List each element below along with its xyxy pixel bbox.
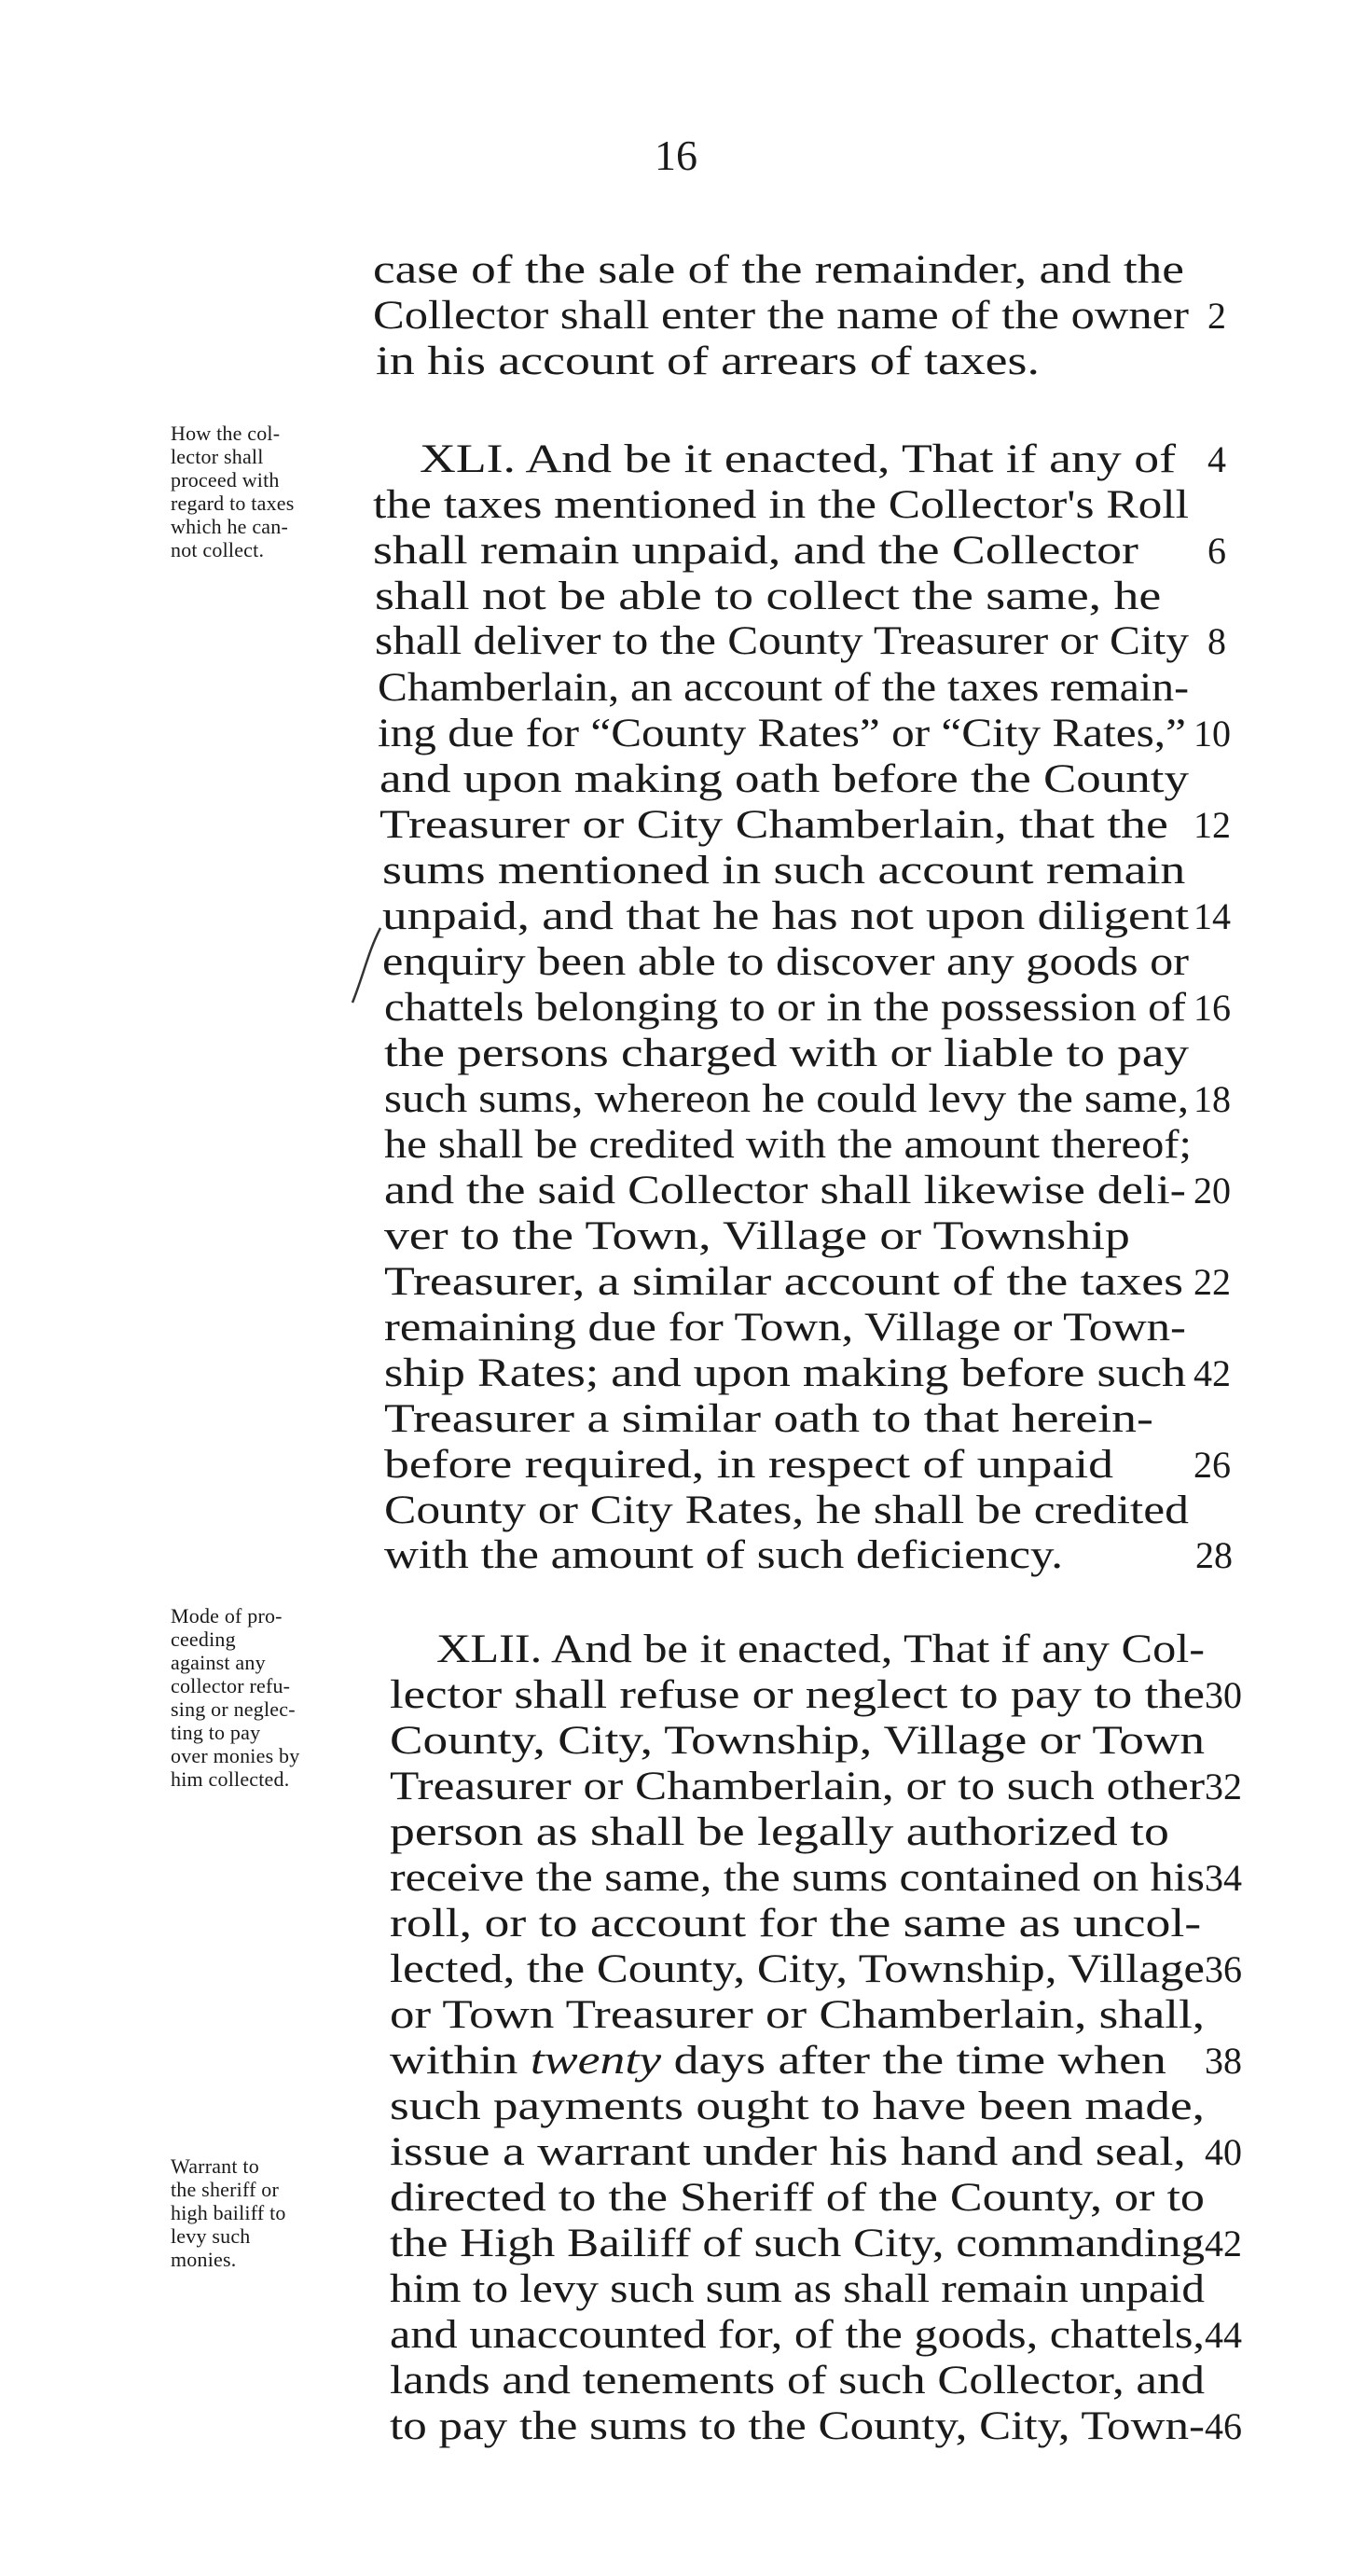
line-number: 18 [1193,1078,1231,1120]
text-line: the taxes mentioned in the Collector's Roll [373,483,1189,527]
margin-note-line: ting to pay [171,1721,261,1744]
text-line: he shall be credited with the amount thereof; [384,1123,1192,1167]
text-line: Treasurer a similar oath to that herein- [384,1397,1153,1441]
text-line: before required, in respect of unpaid [384,1443,1114,1487]
text-line: him to levy such sum as shall remain unpaid [390,2267,1206,2311]
line-number: 32 [1205,1766,1242,1807]
line-number: 34 [1205,1857,1242,1899]
line-number: 22 [1193,1261,1231,1303]
margin-note-line: not collect. [171,538,265,561]
text-line: issue a warrant under his hand and seal, [390,2130,1186,2174]
line-number: 26 [1193,1444,1231,1486]
text-line: directed to the Sheriff of the County, or to [390,2176,1205,2220]
line-number: 20 [1193,1170,1231,1212]
text-line: ship Rates; and upon making before such [384,1351,1187,1395]
margin-note-line: ceeding [171,1627,236,1651]
line-number: 16 [1193,987,1231,1029]
line-number: 14 [1193,895,1231,937]
margin-note [171,2154,357,2271]
margin-note-line: against any [171,1651,266,1674]
margin-note-line: Warrant to [171,2154,259,2178]
margin-note-line: high bailiff to [171,2201,286,2224]
line-number: 40 [1205,2131,1242,2173]
line-number: 8 [1207,620,1226,662]
text-line: in his account of arrears of taxes. [376,339,1040,383]
margin-note [171,422,357,561]
text-line: or Town Treasurer or Chamberlain, shall, [390,1993,1205,2037]
text-line: enquiry been able to discover any goods or [382,940,1190,984]
line-number: 44 [1205,2314,1242,2356]
text-line: County or City Rates, he shall be credited [384,1489,1189,1532]
text-line: such payments ought to have been made, [390,2084,1205,2128]
margin-note-line: lector shall [171,445,264,468]
text-line: XLII. And be it enacted, That if any Col- [436,1627,1206,1671]
text-line: XLI. And be it enacted, That if any of [420,437,1176,481]
line-number: 10 [1193,713,1231,755]
margin-note-line: over monies by [171,1744,300,1767]
text-line: lector shall refuse or neglect to pay to the [390,1673,1206,1717]
text-line: lands and tenements of such Collector, and [390,2359,1206,2403]
line-number: 46 [1205,2405,1242,2447]
line-number: 2 [1207,295,1226,337]
text-line: and the said Collector shall likewise deli- [384,1169,1186,1212]
line-number: 42 [1205,2223,1242,2264]
line-number: 6 [1207,530,1226,572]
margin-note-line: which he can- [171,515,288,538]
text-line: the High Bailiff of such City, commanding [390,2222,1205,2265]
line-number: 30 [1205,1674,1242,1716]
text-line: and upon making oath before the County [379,757,1189,801]
text-line: lected, the County, City, Township, Village [390,1947,1205,1991]
page-number: 16 [655,132,697,179]
text-line: and unaccounted for, of the goods, chattels, [390,2313,1206,2357]
text-line: receive the same, the sums contained on his [390,1856,1206,1900]
text-line: roll, or to account for the same as uncol- [390,1902,1202,1946]
text-line: Treasurer or City Chamberlain, that the [379,803,1168,847]
text-line: ver to the Town, Village or Township [384,1214,1130,1258]
margin-note-line: How the col- [171,422,281,445]
text-line: case of the sale of the remainder, and the [373,248,1184,292]
text-line: Treasurer, a similar account of the taxes [384,1260,1184,1304]
text-line: County, City, Township, Village or Town [390,1719,1206,1763]
margin-note-line: monies. [171,2248,237,2271]
margin-note-line: him collected. [171,1767,290,1791]
text-line: the persons charged with or liable to pay [384,1032,1189,1075]
text-line: such sums, whereon he could levy the same, [384,1077,1190,1121]
margin-note-line: sing or neglec- [171,1697,296,1721]
text-line: within twenty days after the time when [390,2039,1166,2083]
text-line: shall deliver to the County Treasurer or City [375,619,1189,663]
text-line: ing due for “County Rates” or “City Rates,” [378,712,1186,755]
margin-note-line: levy such [171,2224,251,2248]
text-line: Collector shall enter the name of the owner [373,294,1190,338]
line-number: 36 [1205,1948,1242,1990]
text-line: to pay the sums to the County, City, Town- [390,2404,1205,2448]
line-number: 4 [1207,438,1226,480]
text-line: person as shall be legally authorized to [390,1810,1169,1854]
text-line: sums mentioned in such account remain [382,849,1186,893]
line-number: 12 [1193,804,1231,846]
text-line: Treasurer or Chamberlain, or to such other [390,1765,1206,1808]
line-number: 28 [1195,1534,1233,1576]
text-line: unpaid, and that he has not upon diligent [382,894,1189,938]
margin-note-line: proceed with [171,468,280,492]
margin-note-line: Mode of pro- [171,1604,283,1627]
line-number: 42 [1193,1352,1231,1394]
margin-note-line: regard to taxes [171,492,295,515]
line-number: 38 [1205,2040,1242,2082]
margin-note-line: collector refu- [171,1674,291,1697]
text-line: chattels belonging to or in the possession of [384,986,1187,1030]
text-line: shall not be able to collect the same, he [375,575,1162,618]
margin-note [171,1604,357,1791]
text-line: with the amount of such deficiency. [384,1533,1063,1577]
margin-note-line: the sheriff or [171,2178,280,2201]
text-line: Chamberlain, an account of the taxes remain- [378,666,1190,710]
text-line: shall remain unpaid, and the Collector [373,529,1138,573]
text-line: remaining due for Town, Village or Town- [384,1306,1186,1350]
